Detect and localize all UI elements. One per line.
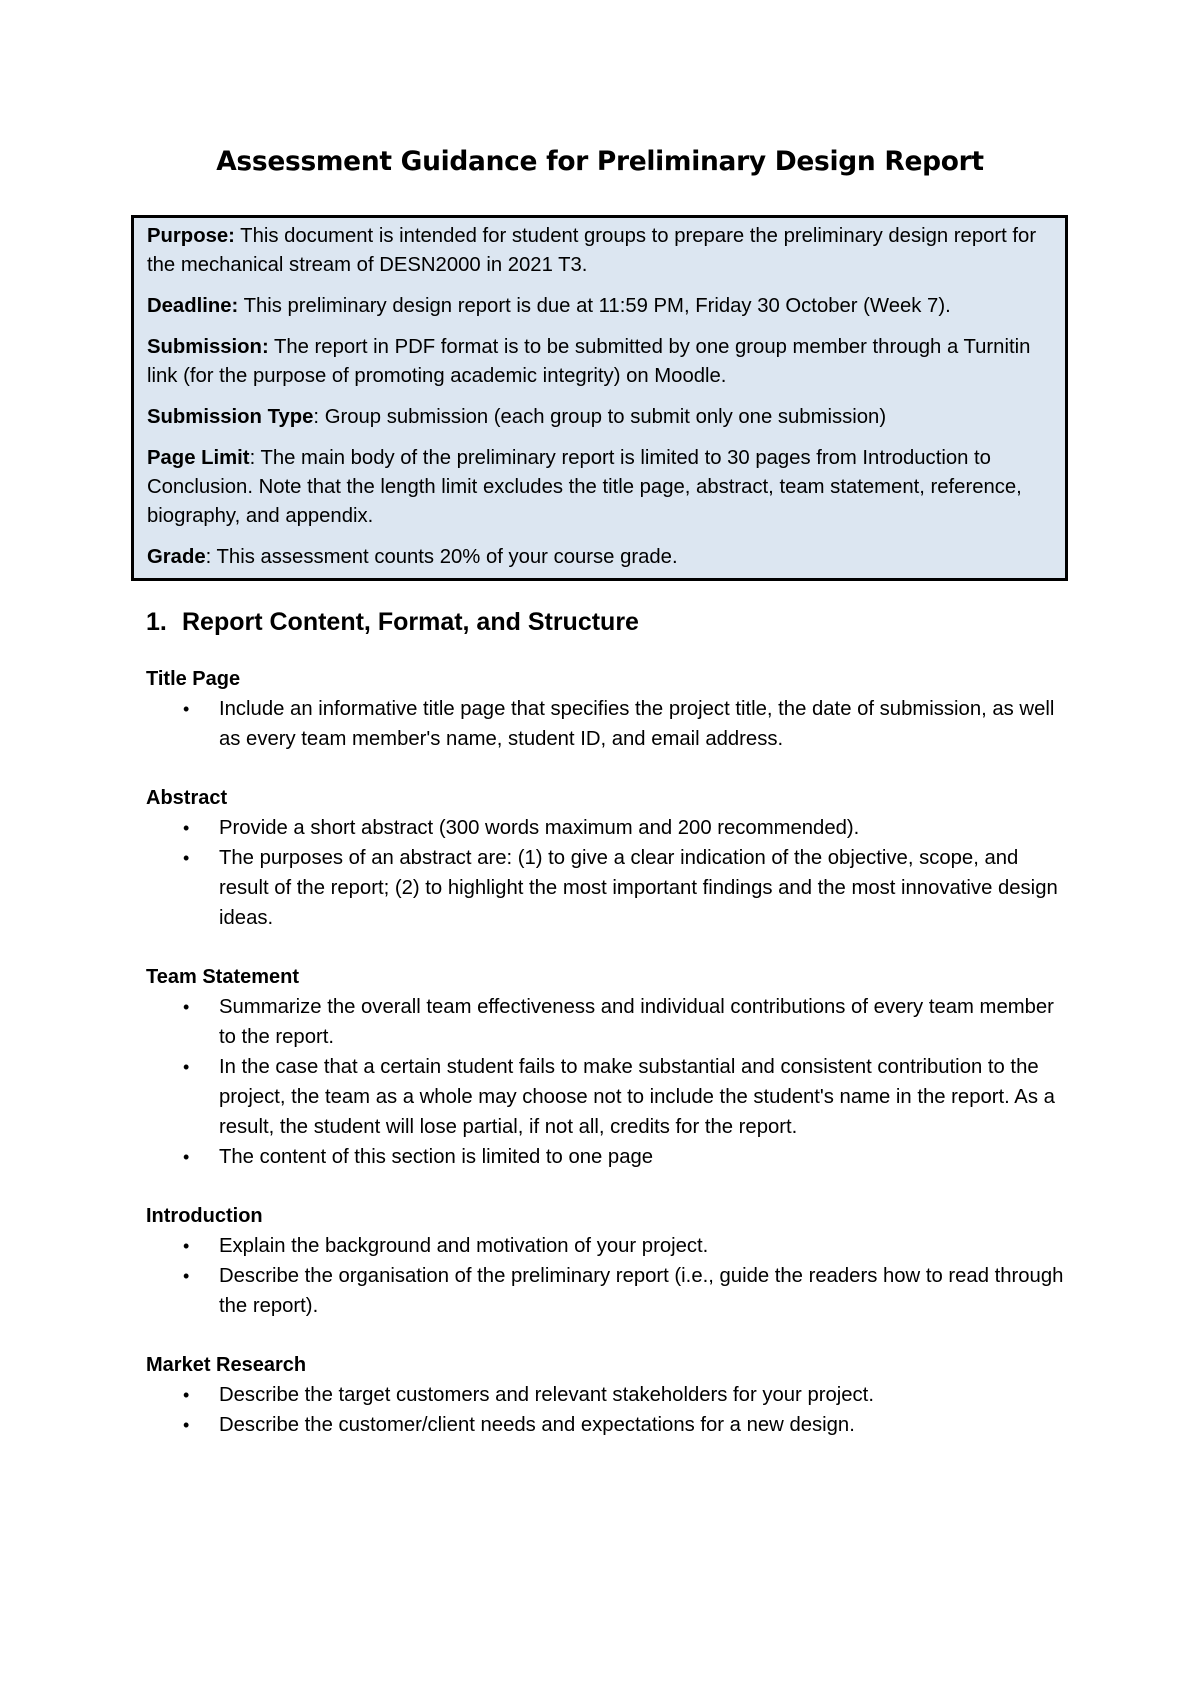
list-item-text: In the case that a certain student fails to make substantial and consistent contribution to the project, the team as a whole may choose not to include the student's name in the report. As a result, the student will lose partial, if not all, credits for the report. <box>219 1056 1055 1138</box>
purpose-text: This document is intended for student groups to prepare the preliminary design report for the mechanical stream of DESN2000 in 2021 T3. <box>147 225 1037 276</box>
document-title: Assessment Guidance for Preliminary Design Report <box>216 146 984 177</box>
bullet-icon: • <box>183 1057 190 1077</box>
submission-text: The report in PDF format is to be submitted by one group member through a Turnitin link (for the purpose of promoting academic integrity) on Moodle. <box>147 336 1031 387</box>
subsection-heading: Introduction <box>146 1205 263 1227</box>
submission-type-text: : Group submission (each group to submit only one submission) <box>313 406 887 428</box>
bullet-icon: • <box>183 848 190 868</box>
bullet-list <box>146 694 1066 754</box>
subsection-heading: Abstract <box>146 787 228 809</box>
bullet-icon: • <box>183 1385 190 1405</box>
section-number: 1. <box>146 608 167 636</box>
list-item-text: Provide a short abstract (300 words maximum and 200 recommended). <box>219 817 860 839</box>
section-content <box>146 664 1066 1440</box>
page-limit-label: Page Limit <box>147 447 250 469</box>
list-item <box>146 1052 1066 1142</box>
list-item <box>146 694 1066 754</box>
page-limit-text: : The main body of the preliminary report is limited to 30 pages from Introduction to Conclusion. Note that the length limit excludes the title page, abstract, team statement, reference, biography, and appendix. <box>147 447 1022 527</box>
list-item <box>146 1261 1066 1321</box>
grade-label: Grade <box>147 546 206 568</box>
deadline-text: This preliminary design report is due at 11:59 PM, Friday 30 October (Week 7). <box>238 295 951 317</box>
list-item <box>146 813 1066 843</box>
subsection-heading: Market Research <box>146 1354 307 1376</box>
list-item <box>146 843 1066 933</box>
page-limit-paragraph <box>147 444 1055 531</box>
deadline-label: Deadline: <box>147 295 239 317</box>
list-item-text: The purposes of an abstract are: (1) to give a clear indication of the objective, scope, and result of the report; (2) to highlight the most important findings and the most innovative design ideas. <box>219 847 1058 929</box>
deadline-paragraph <box>147 292 1055 321</box>
subsection-heading: Title Page <box>146 668 241 690</box>
bullet-icon: • <box>183 997 190 1017</box>
assessment-info-box <box>131 215 1068 581</box>
list-item-text: Describe the organisation of the preliminary report (i.e., guide the readers how to read through the report). <box>219 1265 1064 1317</box>
submission-type-paragraph <box>147 403 1055 432</box>
submission-type-label: Submission Type <box>147 406 314 428</box>
list-item-text: The content of this section is limited to one page <box>219 1146 654 1168</box>
submission-label: Submission: <box>147 336 269 358</box>
list-item-text: Summarize the overall team effectiveness and individual contributions of every team member to the report. <box>219 996 1054 1048</box>
section-title: Report Content, Format, and Structure <box>182 608 639 636</box>
subsection-team-statement <box>146 962 1066 1172</box>
list-item <box>146 1380 1066 1410</box>
list-item-text: Describe the customer/client needs and expectations for a new design. <box>219 1414 855 1436</box>
bullet-icon: • <box>183 818 190 838</box>
grade-text: : This assessment counts 20% of your course grade. <box>205 546 678 568</box>
list-item <box>146 1142 1066 1172</box>
bullet-list <box>146 813 1066 933</box>
bullet-icon: • <box>183 699 190 719</box>
list-item <box>146 1410 1066 1440</box>
bullet-list <box>146 992 1066 1172</box>
bullet-icon: • <box>183 1415 190 1435</box>
submission-paragraph <box>147 333 1055 391</box>
list-item-text: Explain the background and motivation of your project. <box>219 1235 709 1257</box>
list-item-text: Include an informative title page that specifies the project title, the date of submission, as well as every team member's name, student ID, and email address. <box>219 698 1055 750</box>
bullet-list <box>146 1231 1066 1321</box>
section-heading <box>146 607 639 637</box>
bullet-icon: • <box>183 1147 190 1167</box>
subsection-heading: Team Statement <box>146 966 300 988</box>
subsection-market-research <box>146 1350 1066 1440</box>
bullet-icon: • <box>183 1266 190 1286</box>
subsection-introduction <box>146 1201 1066 1321</box>
list-item <box>146 1231 1066 1261</box>
grade-paragraph <box>147 543 1055 572</box>
purpose-paragraph <box>147 222 1055 280</box>
subsection-title-page <box>146 664 1066 754</box>
bullet-list <box>146 1380 1066 1440</box>
list-item <box>146 992 1066 1052</box>
subsection-abstract <box>146 783 1066 933</box>
bullet-icon: • <box>183 1236 190 1256</box>
list-item-text: Describe the target customers and relevant stakeholders for your project. <box>219 1384 874 1406</box>
purpose-label: Purpose: <box>147 225 235 247</box>
